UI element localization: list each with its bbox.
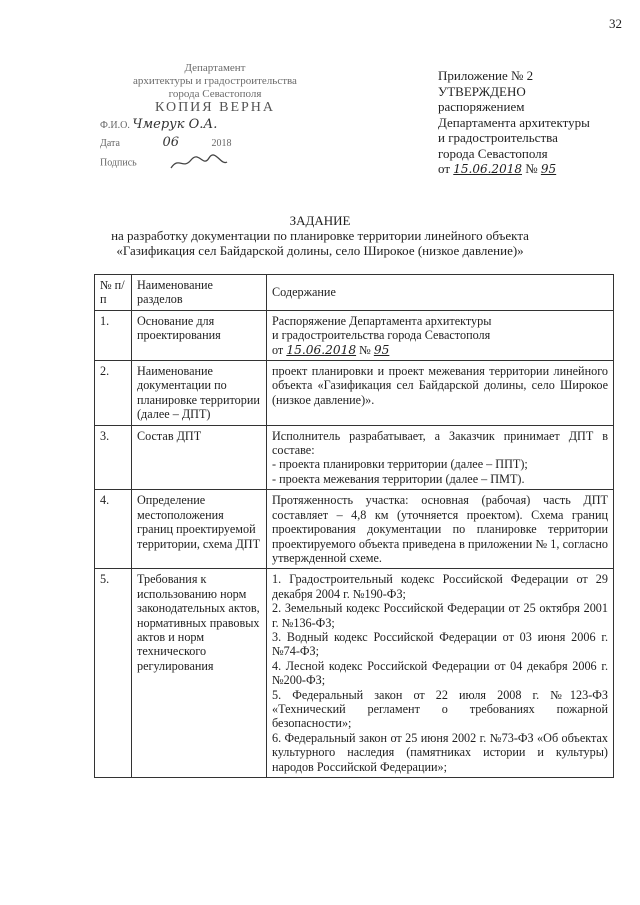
table-header-row bbox=[95, 275, 614, 311]
approval-line1: Приложение № 2 bbox=[438, 68, 534, 83]
law-item: 4. Лесной кодекс Российской Федерации от 04 декабря 2006 г. №200-ФЗ; bbox=[272, 658, 608, 688]
approval-line7 bbox=[438, 161, 590, 178]
law-item: 3. Водный кодекс Российской Федерации от 03 июня 2006 г. №74-ФЗ; bbox=[272, 629, 608, 659]
approval-line4: Департамента архитектуры bbox=[438, 114, 590, 130]
row-content-line: - проекта планировки территории (далее – ППТ); bbox=[272, 457, 528, 472]
approval-number-label: № bbox=[525, 161, 538, 176]
row-name: Требования к использованию норм законодательных актов, нормативных правовых актов и норм технического регулирования bbox=[132, 569, 267, 778]
certification-stamp bbox=[100, 62, 330, 172]
table-row bbox=[95, 490, 614, 569]
stamp-date-year: 2018 bbox=[211, 138, 232, 149]
header-num: № п/п bbox=[95, 275, 132, 311]
stamp-sign-label: Подпись bbox=[100, 157, 137, 169]
row-content-line: Распоряжение Департамента архитектуры bbox=[272, 313, 492, 328]
stamp-date-row bbox=[100, 136, 330, 150]
stamp-date-value: 06 bbox=[162, 135, 179, 150]
row-content bbox=[267, 425, 614, 490]
approval-block bbox=[438, 68, 590, 178]
stamp-copy-label: КОПИЯ ВЕРНА bbox=[154, 100, 276, 115]
row-num: 2. bbox=[95, 361, 132, 426]
row-content bbox=[267, 310, 614, 360]
document-title bbox=[0, 213, 640, 258]
stamp-fio-value: Чмерук О.А. bbox=[132, 117, 218, 132]
row-content-line: - проекта межевания территории (далее – ПМТ). bbox=[272, 471, 525, 486]
law-item: 6. Федеральный закон от 25 июня 2002 г. №73-ФЗ «Об объектах культурного наследия (памятниках истории и культуры) народов Российской Федерации»; bbox=[272, 730, 608, 774]
stamp-fio-row bbox=[100, 118, 330, 132]
law-item: 1. Градостроительный кодекс Российской Федерации от 29 декабря 2004 г. №190-ФЗ; bbox=[272, 572, 608, 601]
table-row bbox=[95, 425, 614, 490]
table-row bbox=[95, 569, 614, 778]
approval-line5: и градостроительства bbox=[438, 130, 558, 145]
stamp-org-line1: Департамент bbox=[184, 62, 246, 74]
row-name: Основание для проектирования bbox=[132, 310, 267, 360]
row-num: 3. bbox=[95, 425, 132, 490]
approval-from: от bbox=[438, 161, 451, 176]
row-num: 1. bbox=[95, 310, 132, 360]
title-heading: ЗАДАНИЕ bbox=[289, 213, 351, 228]
title-line2: на разработку документации по планировке территории линейного объекта bbox=[111, 228, 529, 243]
content-from: от bbox=[272, 342, 284, 357]
approval-line3: распоряжением bbox=[438, 99, 525, 114]
row-name: Состав ДПТ bbox=[132, 425, 267, 490]
page-number: 32 bbox=[609, 16, 622, 31]
header-name: Наименование разделов bbox=[132, 275, 267, 311]
approval-line2: УТВЕРЖДЕНО bbox=[438, 83, 526, 99]
stamp-fio-label: Ф.И.О. bbox=[100, 120, 130, 131]
title-line3: «Газификация сел Байдарской долины, село Широкое (низкое давление)» bbox=[116, 243, 524, 258]
table-row bbox=[95, 310, 614, 360]
signature-mark bbox=[169, 154, 229, 172]
approval-number: 95 bbox=[540, 162, 557, 176]
row-name: Наименование документации по планировке территории (далее – ДПТ) bbox=[132, 361, 267, 426]
stamp-org-line3: города Севастополя bbox=[168, 88, 262, 100]
table-row bbox=[95, 361, 614, 426]
stamp-org-line2: архитектуры и градостроительства bbox=[133, 75, 297, 87]
header-content: Содержание bbox=[267, 275, 614, 311]
row-num: 4. bbox=[95, 490, 132, 569]
content-number: 95 bbox=[373, 342, 390, 357]
row-name: Определение местоположения границ проектируемой территории, схема ДПТ bbox=[132, 490, 267, 569]
law-item: 5. Федеральный закон от 22 июля 2008 г. №123-ФЗ «Технический регламент о требованиях пожарной безопасности»; bbox=[272, 687, 608, 731]
content-date: 15.06.2018 bbox=[286, 342, 357, 357]
law-item: 2. Земельный кодекс Российской Федерации от 25 октября 2001 г. №136-ФЗ; bbox=[272, 601, 608, 630]
approval-date: 15.06.2018 bbox=[453, 162, 522, 176]
row-content-line: Исполнитель разрабатывает, а Заказчик принимает ДПТ в составе: bbox=[272, 428, 608, 458]
row-content: Протяженность участка: основная (рабочая) часть ДПТ составляет – 4,8 км (уточняется проектом). Схема границ проектирования документации по планировке территории проектируемого объекта приведена в приложении № 1, согласно утвержденной схеме. bbox=[267, 490, 614, 569]
stamp-sign-row bbox=[100, 154, 330, 172]
row-num: 5. bbox=[95, 569, 132, 778]
row-content-line: и градостроительства города Севастополя bbox=[272, 328, 491, 343]
approval-line6: города Севастополя bbox=[438, 145, 548, 161]
stamp-date-label: Дата bbox=[100, 138, 120, 149]
row-content bbox=[267, 569, 614, 778]
row-content-line bbox=[272, 343, 608, 357]
assignment-table bbox=[94, 274, 614, 778]
content-no-label: № bbox=[359, 342, 371, 357]
row-content: проект планировки и проект межевания территории линейного объекта «Газификация сел Байдарской долины, село Широкое (низкое давление)». bbox=[267, 361, 614, 426]
